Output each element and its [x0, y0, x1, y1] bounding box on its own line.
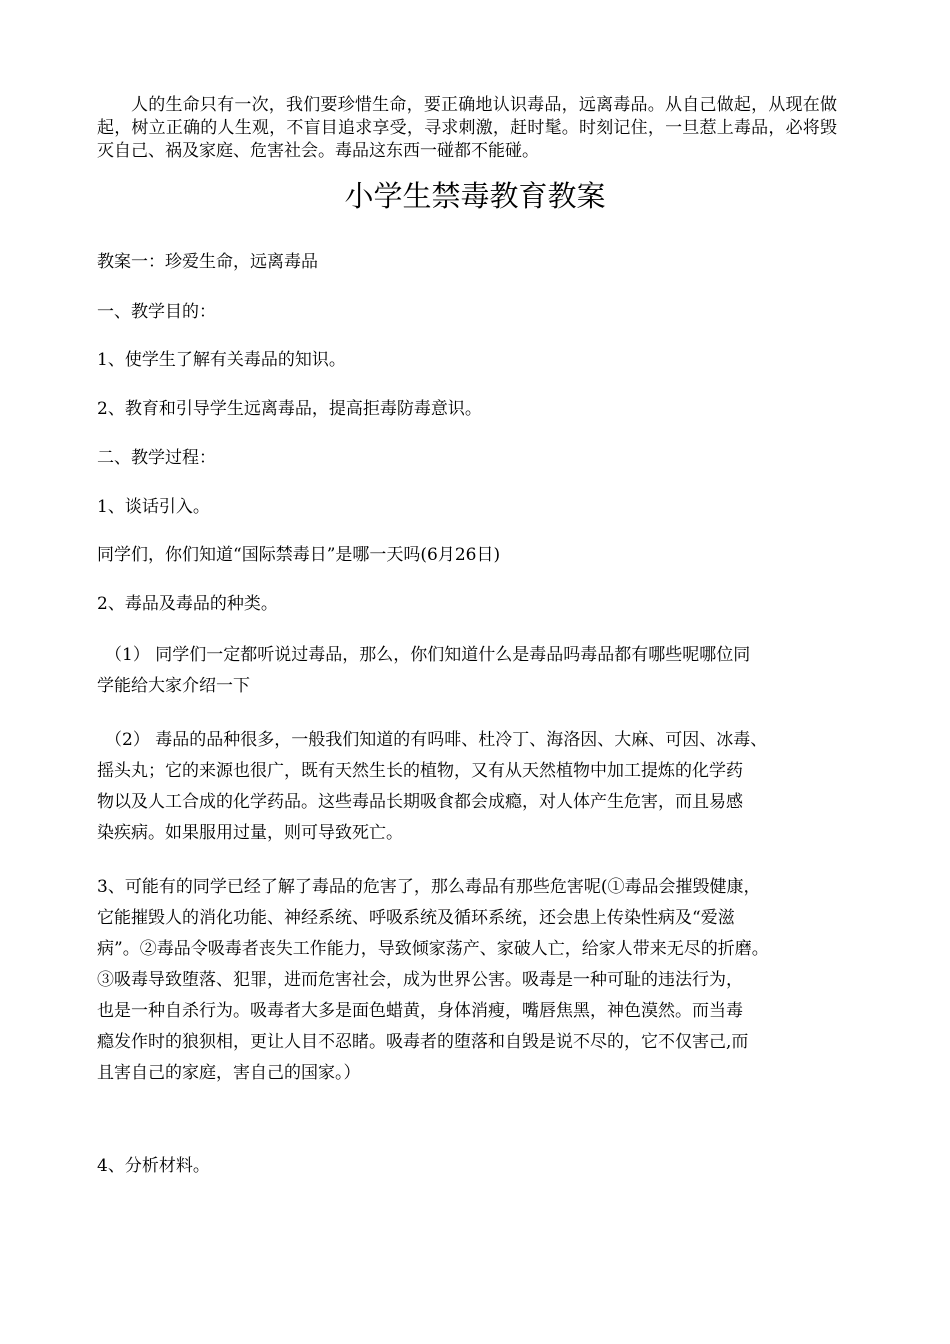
text-line: 学能给大家介绍一下 — [97, 676, 250, 696]
text-line: 染疾病。如果服用过量，则可导致死亡。 — [97, 823, 403, 843]
text-line: （2） 毒品的品种很多，一般我们知道的有吗啡、杜冷丁、海洛因、大麻、可因、冰毒、 — [105, 730, 768, 750]
step-4-heading: 4、分析材料。 — [97, 1156, 210, 1176]
goal-item-1: 1、使学生了解有关毒品的知识。 — [97, 350, 346, 370]
text-line: 3、可能有的同学已经了解了毒品的危害了，那么毒品有那些危害呢(①毒品会摧毁健康， — [97, 877, 761, 897]
plan-heading: 教案一：珍爱生命，远离毒品 — [97, 252, 318, 272]
intro-paragraph: 人的生命只有一次，我们要珍惜生命，要正确地认识毒品，远离毒品。从自己做起，从现在做起，树立正确的人生观，不盲目追求享受，寻求刺激，赶时髦。时刻记住，一旦惹上毒品，必将毁灭自己、祸及家庭、危害社会。毒品这东西一碰都不能碰。 — [97, 95, 837, 161]
paragraph-step-3 — [97, 872, 847, 1089]
paragraph-sub-1 — [97, 640, 845, 702]
text-line: 且害自己的家庭，害自己的国家。） — [97, 1063, 361, 1083]
paragraph-sub-2 — [97, 725, 845, 849]
section-heading-goals: 一、教学目的： — [97, 302, 216, 322]
text-line: ③吸毒导致堕落、犯罪，进而危害社会，成为世界公害。吸毒是一种可耻的违法行为， — [97, 970, 743, 990]
section-heading-process: 二、教学过程： — [97, 448, 216, 468]
goal-item-2: 2、教育和引导学生远离毒品，提高拒毒防毒意识。 — [97, 399, 482, 419]
text-line: 摇头丸；它的来源也很广，既有天然生长的植物，又有从天然植物中加工提炼的化学药 — [97, 761, 743, 781]
text-line: 它能摧毁人的消化功能、神经系统、呼吸系统及循环系统，还会患上传染性病及“爱滋 — [97, 908, 735, 928]
text-line: 也是一种自杀行为。吸毒者大多是面色蜡黄，身体消瘦，嘴唇焦黑，神色漠然。而当毒 — [97, 1001, 743, 1021]
step-2-heading: 2、毒品及毒品的种类。 — [97, 594, 278, 614]
step-1-heading: 1、谈话引入。 — [97, 497, 210, 517]
text-line: 病”。②毒品令吸毒者丧失工作能力，导致倾家荡产、家破人亡，给家人带来无尽的折磨。 — [97, 939, 769, 959]
question-drug-day: 同学们，你们知道“国际禁毒日”是哪一天吗(6月26日) — [97, 545, 501, 565]
text-line: 物以及人工合成的化学药品。这些毒品长期吸食都会成瘾，对人体产生危害，而且易感 — [97, 792, 743, 812]
text-line: 瘾发作时的狼狈相，更让人目不忍睹。吸毒者的堕落和自毁是说不尽的，它不仅害己,而 — [97, 1032, 749, 1052]
document-title: 小学生禁毒教育教案 — [344, 179, 606, 213]
text-line: （1） 同学们一定都听说过毒品，那么，你们知道什么是毒品吗毒品都有哪些呢哪位同 — [105, 645, 751, 665]
